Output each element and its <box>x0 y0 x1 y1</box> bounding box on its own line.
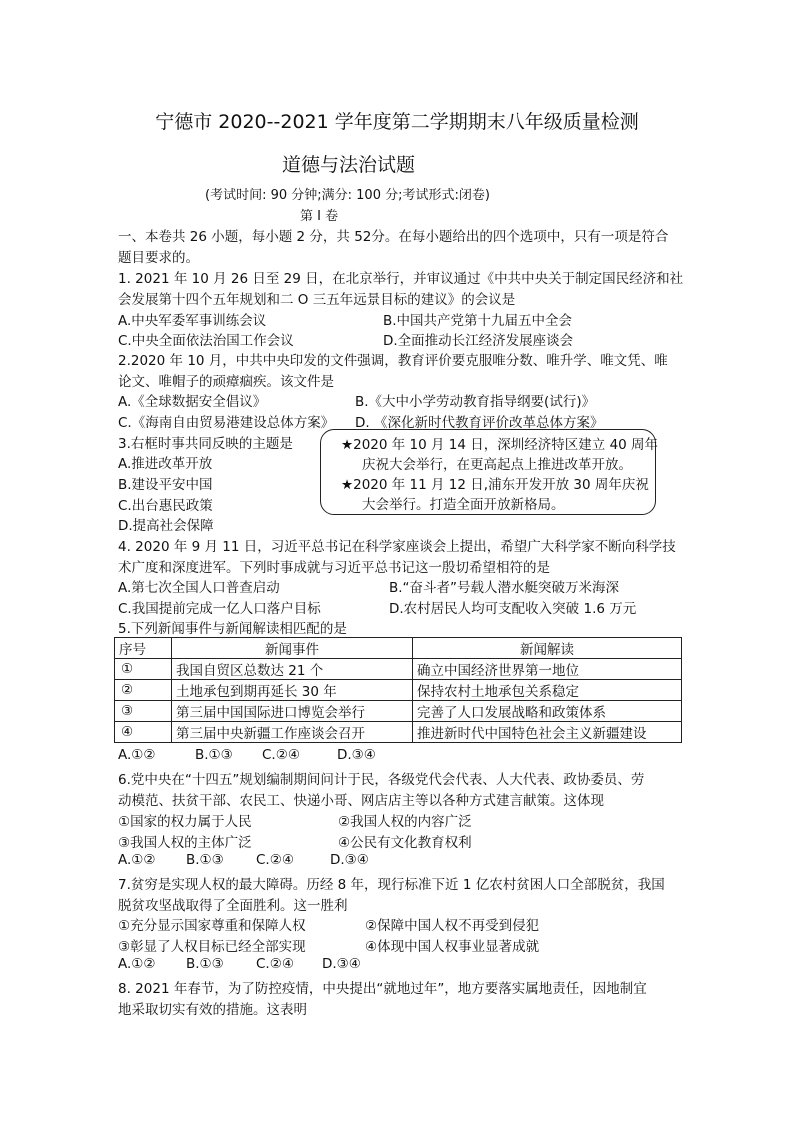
q5-option-c: C.②④ <box>262 747 300 763</box>
instructions-line: 一、本卷共 26 小题，每小题 2 分，共 52分。在每小题给出的四个选项中，只有一项是符合 <box>118 229 669 245</box>
q2-option-a: A.《全球数据安全倡议》 <box>118 394 267 410</box>
q5-stem: 5.下列新闻事件与新闻解读相匹配的是 <box>118 621 347 637</box>
q6-option-b: B.①③ <box>186 852 224 868</box>
q3-option-b: B.建设平安中国 <box>118 477 213 493</box>
table-cell-num: ② <box>115 680 172 701</box>
q3-box-line: 大会举行。打造全面开放新格局。 <box>362 497 565 513</box>
q7-statement-3: ③彰显了人权目标已经全部实现 <box>118 939 306 955</box>
q2-stem: 论文、唯帽子的顽瘴痼疾。该文件是 <box>118 374 334 390</box>
q2-stem: 2.2020 年 10 月，中共中央印发的文件强调，教育评价要克服唯分数、唯升学、唯文凭、唯 <box>118 353 668 369</box>
q6-option-c: C.②④ <box>256 852 294 868</box>
q1-option-a: A.中央军委军事训练会议 <box>118 313 267 329</box>
table-row <box>115 659 682 680</box>
q1-option-b: B.中国共产党第十九届五中全会 <box>383 313 573 329</box>
q5-news-table <box>114 637 682 743</box>
q5-option-a: A.①② <box>118 747 156 763</box>
q8-stem: 地采取切实有效的措施。这表明 <box>118 1002 307 1018</box>
q2-option-b: B.《大中小学劳动教育指导纲要(试行)》 <box>355 394 596 410</box>
q3-stem: 3.右框时事共同反映的主题是 <box>118 436 293 452</box>
q2-option-d: D. 《深化新时代教育评价改革总体方案》 <box>355 415 604 431</box>
table-row <box>115 680 682 701</box>
q6-statement-2: ②我国人权的内容广泛 <box>338 814 472 830</box>
q3-option-c: C.出台惠民政策 <box>118 498 213 514</box>
q3-news-box <box>320 429 659 515</box>
q6-statement-1: ①国家的权力属于人民 <box>118 814 252 830</box>
q2-option-c: C.《海南自由贸易港建设总体方案》 <box>118 415 335 431</box>
table-cell-interpretation: 完善了人口发展战略和政策体系 <box>413 701 682 722</box>
q7-stem: 7.贫穷是实现人权的最大障碍。历经 8 年，现行标准下近 1 亿农村贫困人口全部脱贫，我国 <box>118 877 665 893</box>
q7-option-c: C.②④ <box>256 956 294 972</box>
q3-option-a: A.推进改革开放 <box>118 456 213 472</box>
q7-option-a: A.①② <box>118 956 156 972</box>
q1-option-d: D.全面推动长江经济发展座谈会 <box>383 333 574 349</box>
q7-option-d: D.③④ <box>322 956 361 972</box>
table-cell-event: 第三届中央新疆工作座谈会召开 <box>172 722 413 743</box>
q6-option-a: A.①② <box>118 852 156 868</box>
table-cell-interpretation: 保持农村土地承包关系稳定 <box>413 680 682 701</box>
q6-statement-3: ③我国人权的主体广泛 <box>118 835 252 851</box>
table-cell-num: ④ <box>115 722 172 743</box>
q4-option-d: D.农村居民人均可支配收入突破 1.6 万元 <box>389 601 637 617</box>
q7-statement-1: ①充分显示国家尊重和保障人权 <box>118 918 306 934</box>
part-label: 第 I 卷 <box>300 209 339 224</box>
table-row <box>115 722 682 743</box>
table-row <box>115 701 682 722</box>
table-header-interpretation: 新闻解读 <box>413 638 682 659</box>
table-cell-num: ① <box>115 659 172 680</box>
table-cell-event: 土地承包到期再延长 30 年 <box>172 680 413 701</box>
q1-option-c: C.中央全面依法治国工作会议 <box>118 333 294 349</box>
q4-option-c: C.我国提前完成一亿人口落户目标 <box>118 601 321 617</box>
table-header-event: 新闻事件 <box>172 638 413 659</box>
q7-option-b: B.①③ <box>186 956 224 972</box>
q6-statement-4: ④公民有文化教育权利 <box>338 835 472 851</box>
q4-stem: 术广度和深度进军。下列时事成就与习近平总书记这一殷切希望相符的是 <box>118 560 550 576</box>
table-header-row <box>115 638 682 659</box>
q5-option-b: B.①③ <box>195 747 233 763</box>
table-header-num: 序号 <box>115 638 172 659</box>
q7-statement-4: ④体现中国人权事业显著成就 <box>365 939 540 955</box>
q3-box-line: ★2020 年 11 月 12 日,浦东开发开放 30 周年庆祝 <box>341 477 649 493</box>
q6-option-d: D.③④ <box>330 852 369 868</box>
instructions-line: 题目要求的。 <box>118 250 199 266</box>
exam-title: 宁德市 2020--2021 学年度第二学期期末八年级质量检测 <box>155 111 639 133</box>
table-cell-event: 我国自贸区总数达 21 个 <box>172 659 413 680</box>
q4-option-a: A.第七次全国人口普查启动 <box>118 580 280 596</box>
q4-stem: 4. 2020 年 9 月 11 日，习近平总书记在科学家座谈会上提出，希望广大科学家不断向科学技 <box>118 539 676 555</box>
exam-subtitle: 道德与法治试题 <box>282 154 416 176</box>
q7-statement-2: ②保障中国人权不再受到侵犯 <box>365 918 540 934</box>
q3-box-line: 庆祝大会举行，在更高起点上推进改革开放。 <box>362 457 632 473</box>
table-cell-event: 第三届中国国际进口博览会举行 <box>172 701 413 722</box>
q4-option-b: B.“奋斗者”号载人潜水艇突破万米海深 <box>389 580 620 596</box>
q6-stem: 6.党中央在“十四五”规划编制期间问计于民，各级党代会代表、人大代表、政协委员、劳 <box>118 772 645 788</box>
q7-stem: 脱贫攻坚战取得了全面胜利。这一胜利 <box>118 898 348 914</box>
table-cell-num: ③ <box>115 701 172 722</box>
q1-stem: 1. 2021 年 10 月 26 日至 29 日，在北京举行，并审议通过《中共中央关于制定国民经济和社 <box>118 271 684 287</box>
exam-info: (考试时间: 90 分钟;满分: 100 分;考试形式:闭卷) <box>205 188 490 203</box>
q3-option-d: D.提高社会保障 <box>118 518 214 534</box>
q1-stem: 会发展第十四个五年规划和二 O 三五年远景目标的建议》的会议是 <box>118 292 516 308</box>
q8-stem: 8. 2021 年春节，为了防控疫情，中央提出“就地过年”，地方要落实属地责任，因地制宜 <box>118 981 647 997</box>
q5-option-d: D.③④ <box>337 747 376 763</box>
table-cell-interpretation: 确立中国经济世界第一地位 <box>413 659 682 680</box>
q6-stem: 动模范、扶贫干部、农民工、快递小哥、网店店主等以各种方式建言献策。这体现 <box>118 793 604 809</box>
table-cell-interpretation: 推进新时代中国特色社会主义新疆建设 <box>413 722 682 743</box>
q3-box-line: ★2020 年 10 月 14 日，深圳经济特区建立 40 周年 <box>341 437 659 453</box>
